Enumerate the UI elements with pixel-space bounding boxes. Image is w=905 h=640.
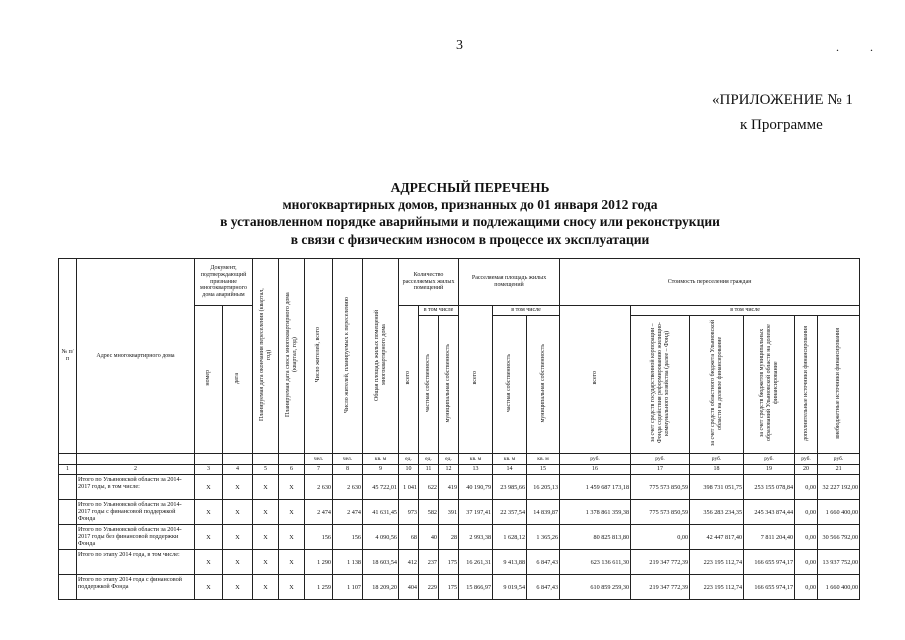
appendix-program: к Программе: [740, 117, 823, 133]
table-cell: [59, 475, 77, 500]
table-cell: 973: [399, 500, 419, 525]
table-cell: 156: [305, 525, 333, 550]
table-row: [59, 475, 860, 500]
column-number-cell: 11: [419, 465, 439, 475]
table-cell: 156: [333, 525, 363, 550]
table-cell: X: [195, 550, 223, 575]
table-cell: 223 195 112,74: [690, 575, 744, 600]
header-rooms-total: всего: [399, 306, 419, 454]
unit-cell: ед.: [419, 454, 439, 465]
column-number-cell: 20: [795, 465, 818, 475]
table-cell: 412: [399, 550, 419, 575]
table-cell: 40: [419, 525, 439, 550]
column-number-cell: 17: [631, 465, 690, 475]
column-number-cell: 4: [223, 465, 253, 475]
appendix-label: «ПРИЛОЖЕНИЕ № 1: [712, 92, 853, 108]
address-cell: Итого по Ульяновской области за 2014-2017 годы, в том числе:: [77, 475, 195, 500]
column-number-cell: 18: [690, 465, 744, 475]
column-number-cell: 1: [59, 465, 77, 475]
column-number-cell: 21: [818, 465, 860, 475]
table-cell: X: [279, 525, 305, 550]
table-cell: X: [253, 500, 279, 525]
table-cell: 4 090,56: [363, 525, 399, 550]
header-area-total: всего: [459, 306, 493, 454]
header-rooms-count: Количество расселяемых жилых помещений: [399, 259, 459, 306]
unit-cell: ед.: [399, 454, 419, 465]
table-cell: 166 655 974,17: [744, 575, 795, 600]
table-cell: 0,00: [795, 475, 818, 500]
table-cell: [59, 500, 77, 525]
header-address: Адрес многоквартирного дома: [77, 259, 195, 454]
table-cell: 14 839,87: [527, 500, 560, 525]
address-cell: Итого по этапу 2014 года, в том числе:: [77, 550, 195, 575]
unit-cell: руб.: [818, 454, 860, 465]
header-area-private: частная собственность: [493, 316, 527, 454]
units-row: [59, 454, 860, 465]
unit-cell: кв. м: [459, 454, 493, 465]
page-number: 3: [456, 38, 463, 53]
table-cell: 15 866,97: [459, 575, 493, 600]
header-cost: Стоимость переселения граждан: [560, 259, 860, 306]
table-cell: 1 041: [399, 475, 419, 500]
table-cell: [59, 575, 77, 600]
column-number-cell: 3: [195, 465, 223, 475]
corner-mark: .: [836, 40, 839, 54]
column-number-cell: 8: [333, 465, 363, 475]
table-cell: 1 365,26: [527, 525, 560, 550]
table-cell: 6 847,43: [527, 550, 560, 575]
unit-cell: [77, 454, 195, 465]
table-cell: X: [223, 575, 253, 600]
table-cell: 219 347 772,39: [631, 575, 690, 600]
table-cell: 22 357,54: [493, 500, 527, 525]
table-cell: 32 227 192,00: [818, 475, 860, 500]
table-cell: X: [195, 475, 223, 500]
unit-cell: ед.: [439, 454, 459, 465]
table-cell: 582: [419, 500, 439, 525]
unit-cell: [195, 454, 223, 465]
table-cell: 237: [419, 550, 439, 575]
header-cost-additional: дополнительные источники финансирования: [795, 316, 818, 454]
column-number-cell: 12: [439, 465, 459, 475]
header-planned-demolition: Планируемая дата сноса многоквартирного дома (квартал, год): [279, 259, 305, 454]
table-cell: 1 628,12: [493, 525, 527, 550]
table-cell: X: [195, 575, 223, 600]
address-cell: Итого по Ульяновской области за 2014-2017 годы без финансовой поддержки Фонда: [77, 525, 195, 550]
table-cell: 0,00: [795, 525, 818, 550]
table-cell: 623 136 611,30: [560, 550, 631, 575]
table-cell: 175: [439, 575, 459, 600]
table-row: [59, 500, 860, 525]
table-cell: 45 722,01: [363, 475, 399, 500]
unit-cell: [59, 454, 77, 465]
header-residents-total: Число жителей, всего: [305, 259, 333, 454]
header-cost-regional: за счет средств областного бюджета Ульяновской области на долевое финансирование: [690, 316, 744, 454]
table-cell: 223 195 112,74: [690, 550, 744, 575]
table-cell: 775 573 850,59: [631, 475, 690, 500]
column-number-cell: 14: [493, 465, 527, 475]
column-number-cell: 6: [279, 465, 305, 475]
table-cell: 41 631,45: [363, 500, 399, 525]
column-number-cell: 7: [305, 465, 333, 475]
table-cell: 1 290: [305, 550, 333, 575]
table-cell: 775 573 850,59: [631, 500, 690, 525]
unit-cell: кв. м: [493, 454, 527, 465]
document-subtitle-line: в установленном порядке аварийными и подлежащими сносу или реконструкции: [220, 214, 720, 229]
column-number-cell: 19: [744, 465, 795, 475]
table-cell: 1 107: [333, 575, 363, 600]
unit-cell: руб.: [560, 454, 631, 465]
table-cell: 1 138: [333, 550, 363, 575]
table-cell: X: [253, 550, 279, 575]
header-doc-date: дата: [223, 306, 253, 454]
table-cell: 23 985,66: [493, 475, 527, 500]
unit-cell: руб.: [795, 454, 818, 465]
table-cell: 28: [439, 525, 459, 550]
table-cell: X: [279, 550, 305, 575]
table-cell: X: [223, 500, 253, 525]
header-cost-incl: в том числе: [631, 306, 860, 316]
table-cell: 2 630: [305, 475, 333, 500]
document-subtitle-line: многоквартирных домов, признанных до 01 января 2012 года: [282, 197, 658, 212]
table-row: [59, 575, 860, 600]
unit-cell: [279, 454, 305, 465]
table-cell: 0,00: [795, 500, 818, 525]
table-cell: 2 474: [333, 500, 363, 525]
unit-cell: чел.: [305, 454, 333, 465]
table-cell: X: [279, 575, 305, 600]
document-title: АДРЕСНЫЙ ПЕРЕЧЕНЬ: [390, 180, 550, 195]
table-cell: 16 261,31: [459, 550, 493, 575]
table-cell: X: [195, 500, 223, 525]
column-number-cell: 9: [363, 465, 399, 475]
header-rooms-incl: в том числе: [419, 306, 459, 316]
table-cell: 0,00: [795, 550, 818, 575]
table-cell: 1 660 400,00: [818, 500, 860, 525]
address-cell: Итого по этапу 2014 года с финансовой поддержкой Фонда: [77, 575, 195, 600]
header-cost-extra: внебюджетные источники финансирования: [818, 316, 860, 454]
address-cell: Итого по Ульяновской области за 2014-2017 годы с финансовой поддержкой Фонда: [77, 500, 195, 525]
table-cell: X: [223, 550, 253, 575]
table-cell: X: [253, 475, 279, 500]
header-doc-number: номер: [195, 306, 223, 454]
header-rooms-municipal: муниципальная собственность: [439, 316, 459, 454]
table-cell: 16 205,13: [527, 475, 560, 500]
header-document: Документ, подтверждающий признание многоквартирного дома аварийным: [195, 259, 253, 306]
table-header-row: [59, 259, 860, 306]
table-cell: 1 660 400,00: [818, 575, 860, 600]
table-cell: X: [279, 500, 305, 525]
table-cell: 2 474: [305, 500, 333, 525]
unit-cell: руб.: [690, 454, 744, 465]
table-cell: X: [253, 525, 279, 550]
table-cell: 7 811 204,40: [744, 525, 795, 550]
table-cell: 9 019,54: [493, 575, 527, 600]
table-cell: 419: [439, 475, 459, 500]
table-cell: 166 655 974,17: [744, 550, 795, 575]
header-area-resettled: Расселяемая площадь жилых помещений: [459, 259, 560, 306]
header-area-incl: в том числе: [493, 306, 560, 316]
unit-cell: чел.: [333, 454, 363, 465]
table-cell: 1 259: [305, 575, 333, 600]
table-cell: 6 847,43: [527, 575, 560, 600]
corner-mark: .: [870, 40, 873, 54]
table-row: [59, 550, 860, 575]
unit-cell: кв. м: [363, 454, 399, 465]
header-rooms-private: частная собственность: [419, 316, 439, 454]
table-cell: 219 347 772,39: [631, 550, 690, 575]
unit-cell: кв. м: [527, 454, 560, 465]
table-cell: 175: [439, 550, 459, 575]
table-cell: 356 283 234,35: [690, 500, 744, 525]
address-list-table: [58, 258, 860, 600]
table-cell: 391: [439, 500, 459, 525]
column-number-cell: 2: [77, 465, 195, 475]
column-number-cell: 15: [527, 465, 560, 475]
table-cell: 398 731 051,75: [690, 475, 744, 500]
unit-cell: руб.: [744, 454, 795, 465]
table-cell: [59, 550, 77, 575]
header-cost-total: всего: [560, 306, 631, 454]
table-cell: 30 566 792,00: [818, 525, 860, 550]
header-residents-planned: Число жителей, планируемых к переселению: [333, 259, 363, 454]
table-cell: [59, 525, 77, 550]
table-cell: 42 447 817,40: [690, 525, 744, 550]
table-cell: 2 630: [333, 475, 363, 500]
table-cell: 0,00: [631, 525, 690, 550]
table-cell: 18 209,20: [363, 575, 399, 600]
table-cell: 245 343 874,44: [744, 500, 795, 525]
column-number-cell: 10: [399, 465, 419, 475]
table-cell: 0,00: [795, 575, 818, 600]
table-cell: 9 413,88: [493, 550, 527, 575]
header-cost-local: за счет средств бюджетов муниципальных образований Ульяновской области на долевое финансирование: [744, 316, 795, 454]
header-total-area: Общая площадь жилых помещений многоквартирного дома: [363, 259, 399, 454]
table-cell: 229: [419, 575, 439, 600]
table-cell: X: [195, 525, 223, 550]
document-subtitle-line: в связи с физическим износом в процессе их эксплуатации: [290, 232, 650, 247]
header-planned-end: Планируемая дата окончания переселения (квартал, год): [253, 259, 279, 454]
column-number-cell: 16: [560, 465, 631, 475]
unit-cell: [253, 454, 279, 465]
table-cell: 1 378 861 359,38: [560, 500, 631, 525]
header-cost-fund: за счет средств государственной корпорации – Фонда содействия реформированию жилищно-коммунального хозяйства (далее – Фонд): [631, 316, 690, 454]
table-cell: 622: [419, 475, 439, 500]
unit-cell: руб.: [631, 454, 690, 465]
table-cell: 1 459 687 173,18: [560, 475, 631, 500]
column-number-row: [59, 465, 860, 475]
table-cell: 80 825 813,80: [560, 525, 631, 550]
table-cell: X: [223, 475, 253, 500]
table-cell: X: [253, 575, 279, 600]
table-cell: 253 155 078,84: [744, 475, 795, 500]
table-cell: 68: [399, 525, 419, 550]
column-number-cell: 5: [253, 465, 279, 475]
table-cell: 40 190,79: [459, 475, 493, 500]
table-cell: X: [279, 475, 305, 500]
table-cell: 18 603,54: [363, 550, 399, 575]
header-area-municipal: муниципальная собственность: [527, 316, 560, 454]
table-cell: 404: [399, 575, 419, 600]
unit-cell: [223, 454, 253, 465]
table-cell: X: [223, 525, 253, 550]
column-number-cell: 13: [459, 465, 493, 475]
header-num: № п/п: [59, 259, 77, 454]
table-cell: 2 993,38: [459, 525, 493, 550]
table-cell: 13 937 752,00: [818, 550, 860, 575]
table-cell: 37 197,41: [459, 500, 493, 525]
table-row: [59, 525, 860, 550]
table-cell: 610 859 259,30: [560, 575, 631, 600]
